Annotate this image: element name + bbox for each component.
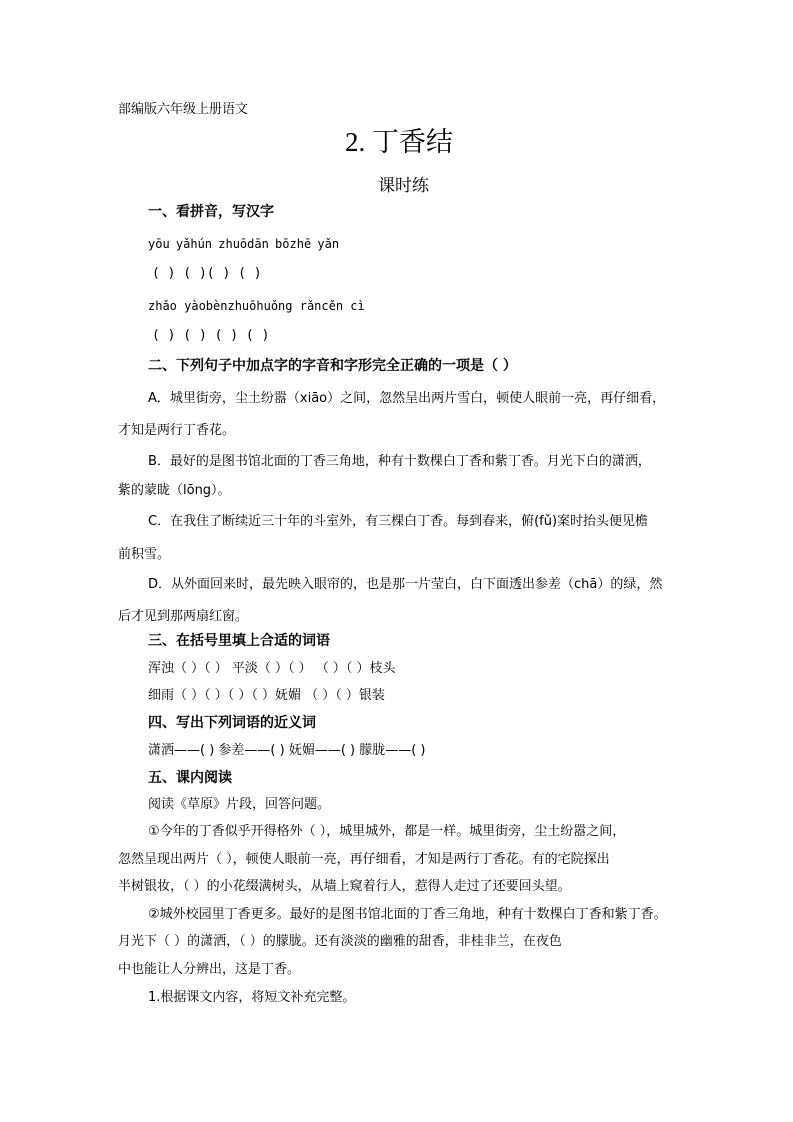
option-a-line-1: A．城里街旁，尘土纷嚣（xiāo）之间，忽然呈出两片雪白，顿使人眼前一亮，再仔细看， [148,391,666,406]
synonym-row: 潇洒——( ) 参差——( ) 妩媚——( ) 朦胧——( ) [148,743,426,758]
option-c-line-1: C．在我住了断续近三十年的斗室外，有三棵白丁香。每到春来，俯(fǔ)案时抬头便见檐 [148,514,649,529]
passage-2-line-1: ②城外校园里丁香更多。最好的是图书馆北面的丁香三角地，种有十数棵白丁香和紫丁香。 [148,907,667,922]
fill-row-2: 细雨（ ）（ ）（ ）（ ）妩媚 （ ）（ ）银装 [148,688,385,703]
section3-heading: 三、在括号里填上合适的词语 [148,633,330,649]
section1-heading: 一、看拼音，写汉字 [148,204,274,220]
passage-2-line-2: 月光下（ ）的潇洒，（ ）的朦胧。还有淡淡的幽雅的甜香，非桂非兰，在夜色 [118,934,562,949]
section4-heading: 四、写出下列词语的近义词 [148,715,316,731]
passage-2-line-3: 中也能让人分辨出，这是丁香。 [118,962,301,977]
option-d-line-2: 后才见到那两扇红窗。 [118,609,249,624]
option-c-line-2: 前积雪。 [118,547,171,562]
option-d-line-1: D．从外面回来时，最先映入眼帘的，也是那一片莹白，白下面透出参差（chā）的绿，然 [148,577,663,592]
passage-1-line-3: 半树银妆，（ ）的小花缀满树头，从墙上窥着行人，惹得人走过了还要回头望。 [118,879,571,894]
option-a-line-2: 才知是两行丁香花。 [118,423,236,438]
section5-heading: 五、课内阅读 [148,770,232,786]
section2-heading: 二、下列句子中加点字的字音和字形完全正确的一项是（ ） [148,358,517,374]
fill-row-1: 浑浊（ ）（ ） 平淡（ ）（ ） （ ）（ ）枝头 [148,661,396,676]
question-1: 1.根据课文内容，将短文补充完整。 [148,990,356,1005]
series-label: 部编版六年级上册语文 [118,102,249,117]
reading-intro: 阅读《草原》片段，回答问题。 [148,797,331,812]
blank-row-2: ( ) ( ) ( ) ( ) [152,328,270,343]
blank-row-1: ( ) ( )( ) ( ) [152,266,262,281]
pinyin-row-2: zhǎo yàobènzhuōhuǒng rǎncěn cì [148,299,365,313]
option-b-line-1: B．最好的是图书馆北面的丁香三角地，种有十数棵白丁香和紫丁香。月光下白的潇洒， [148,454,651,469]
passage-1-line-1: ①今年的丁香似乎开得格外（ ），城里城外，都是一样。城里街旁，尘土纷嚣之间， [148,824,626,839]
option-b-line-2: 紫的蒙眬（lōng）。 [118,483,231,498]
passage-1-line-2: 忽然呈现出两片（ ），顿使人眼前一亮，再仔细看，才知是两行丁香花。有的宅院探出 [118,852,610,867]
page-title: 2. 丁香结 [345,127,453,157]
pinyin-row-1: yōu yǎhún zhuōdān bōzhē yǎn [148,237,340,251]
page-subtitle: 课时练 [378,176,429,196]
